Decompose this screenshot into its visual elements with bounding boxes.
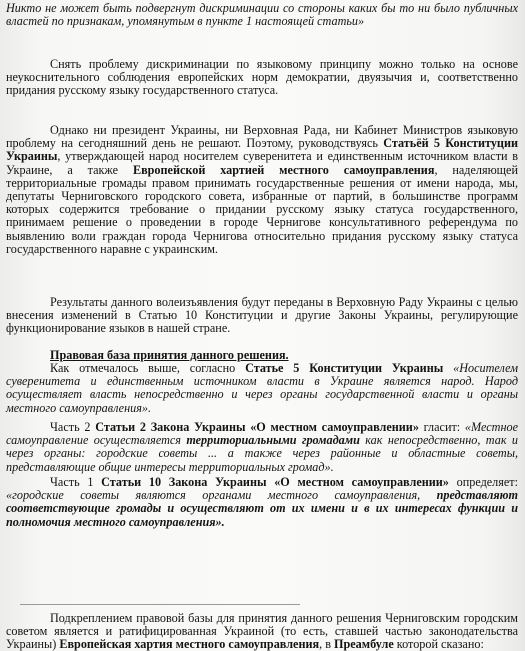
- article-10-quote-bold: представляют соответствующие громады и осуществляют от их имени и в их интересах функции и полномочия местного самоуправления».: [6, 488, 518, 529]
- european-charter-ref: Европейской хартией местного самоуправления: [132, 162, 435, 177]
- paragraph-referendum-decision: [6, 124, 518, 256]
- article-10-quote-1: «городские советы являются органами местного самоуправления,: [6, 488, 437, 503]
- paragraph-article-5: [6, 362, 518, 415]
- article-2-quote-bold: территориальными громадами: [186, 433, 360, 448]
- paragraph-european-charter: [6, 612, 518, 651]
- para2-text-3: , наделяющей территориальные громады правом принимать государственные решения от имени народа, мы, депутаты Черниговского городского совета, избранные от партий, в большинстве программ которых содержится требование о придании русскому языку статуса государственного, принимаем решение о проведении в городе Чернигове консультативного референдума по выявлению воли граждан города Чернигова относительно придания русскому языку статуса государственного наравне с украинским.: [6, 162, 518, 256]
- preamble-ref: Преамбуле: [334, 637, 394, 651]
- paragraph-article-2-law: [6, 421, 518, 474]
- para4-text-1: Как отмечалось выше, согласно: [50, 361, 246, 375]
- top-quote: Никто не может быть подвергнут дискриминации со стороны каких бы то ни было публичных властей по признакам, упомянутым в пункте 1 настоящей статьи»: [6, 1, 518, 29]
- para7-text-1: Подкреплением правовой базы для принятия данного решения Черниговским городским советом является и ратифицированная Украиной (то есть, ставшей частью законодательства Украины): [6, 611, 518, 651]
- para2-text-2: , утверждающей народ носителем суверенитета и единственным источником власти в Украине, а также: [6, 149, 518, 177]
- paragraph-article-10-law: [6, 476, 518, 529]
- para7-text-3: которой сказано:: [393, 637, 484, 651]
- article-5-constitution-ref: Статьёй 5 Конституции Украины: [6, 136, 518, 164]
- charter-ref: Европейская хартия местного самоуправления: [59, 637, 320, 651]
- article-5-ref: Статье 5 Конституции Украины: [245, 361, 444, 375]
- article-2-quote-1: «Местное самоуправление осуществляется: [6, 420, 519, 448]
- para5-text-2: гласит:: [418, 420, 465, 434]
- para2-text-1: Однако ни президент Украины, ни Верховная Рада, ни Кабинет Министров языковую проблему на сегодняшний день не решают. Поэтому, руководствуясь: [6, 123, 518, 151]
- article-2-quote-2: как непосредственно, так и через органы: городские советы ... а также через районные и областные советы, представляющие общие интересы территориальных громад».: [6, 433, 518, 474]
- paragraph-results: Результаты данного волеизъявления будут переданы в Верховную Раду Украины с целью внесения изменений в Статью 10 Конституции и другие Законы Украины, регулирующие функционирование языков в нашей стране.: [6, 295, 518, 336]
- paragraph-language-discrimination: Снять проблему дискриминации по языковому принципу можно только на основе неукоснительного соблюдения европейских норм демократии, двуязычия и, соответственно придания русскому языку государственного статуса.: [6, 57, 518, 98]
- article-10-law-ref: Статьи 10 Закона Украины «О местном самоуправлении»: [101, 475, 449, 489]
- page-break-line: [20, 604, 300, 605]
- section-heading-legal-basis: Правовая база принятия данного решения.: [50, 348, 289, 362]
- para7-text-2: , в: [319, 637, 335, 651]
- para6-text-2: определяет:: [448, 475, 518, 489]
- para5-text-1: Часть 2: [50, 420, 96, 434]
- para6-text-1: Часть 1: [50, 475, 102, 489]
- article-2-law-ref: Статьи 2 Закона Украины «О местном самоуправлении»: [95, 420, 419, 434]
- article-5-quote: «Носителем суверенитета и единственным источником власти в Украине является народ. Народ осуществляет власть непосредственно и через органы государственной власти и органы местного самоуправления».: [6, 361, 519, 415]
